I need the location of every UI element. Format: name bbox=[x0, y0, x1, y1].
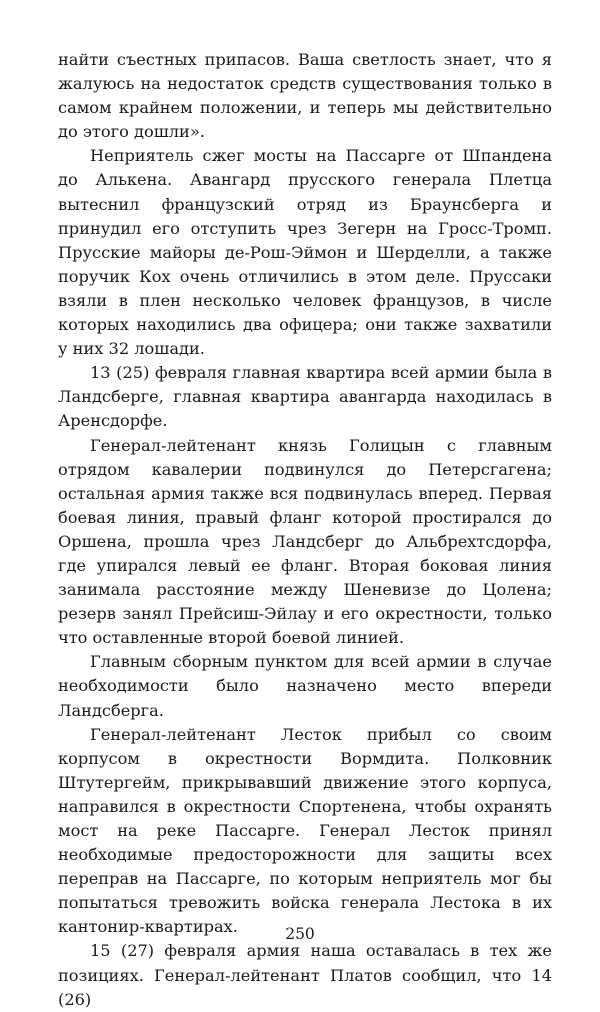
paragraph: Главным сборным пунктом для всей армии в случае необходимости было назначено место впереди Ландсберга. bbox=[58, 652, 552, 720]
paragraph: 15 (27) февраля армия наша оставалась в тех же позициях. Генерал-лейтенант Платов сообщил, что 14 (26) bbox=[58, 941, 552, 1009]
paragraph: Неприятель сжег мосты на Пассарге от Шпандена до Алькена. Авангард прусского генерала Плетца вытеснил французский отряд из Браунсберга и принудил его отступить чрез Зегерн на Гросс-Тромп. Прусские майоры де-Рош-Эймон и Шерделли, а также поручик Кох очень отличились в этом деле. Пруссаки взяли в плен несколько человек французов, в числе которых находились два офицера; они также захватили у них 32 лошади. bbox=[58, 146, 552, 359]
page-number: 250 bbox=[285, 925, 315, 943]
page-body bbox=[58, 48, 552, 1012]
paragraph-continuation: найти съестных припасов. Ваша светлость знает, что я жалуюсь на недостаток средств существования только в самом крайнем положении, и теперь мы действительно до этого дошли». bbox=[58, 50, 552, 142]
paragraph: 13 (25) февраля главная квартира всей армии была в Ландсберге, главная квартира авангарда находилась в Аренсдорфе. bbox=[58, 363, 552, 431]
paragraph: Генерал-лейтенант Лесток прибыл со своим корпусом в окрестности Вормдита. Полковник Штутергейм, прикрывавший движение этого корпуса, направился в окрестности Спортенена, чтобы охранять мост на реке Пассарге. Генерал Лесток принял необходимые предосторожности для защиты всех переправ на Пассарге, по которым неприятель мог бы попытаться тревожить войска генерала Лестока в их кантонир-квартирах. bbox=[58, 724, 552, 937]
paragraph: Генерал-лейтенант князь Голицын с главным отрядом кавалерии подвинулся до Петерсгагена; остальная армия также вся подвинулась вперед. Первая боевая линия, правый фланг которой простирался до Оршена, прошла чрез Ландсберг до Альбрехтсдорфа, где упирался левый ее фланг. Вторая боковая линия занимала расстояние между Шеневизе до Цолена; резерв занял Прейсиш-Эйлау и его окрестности, только что оставленные второй боевой линией. bbox=[58, 435, 552, 648]
